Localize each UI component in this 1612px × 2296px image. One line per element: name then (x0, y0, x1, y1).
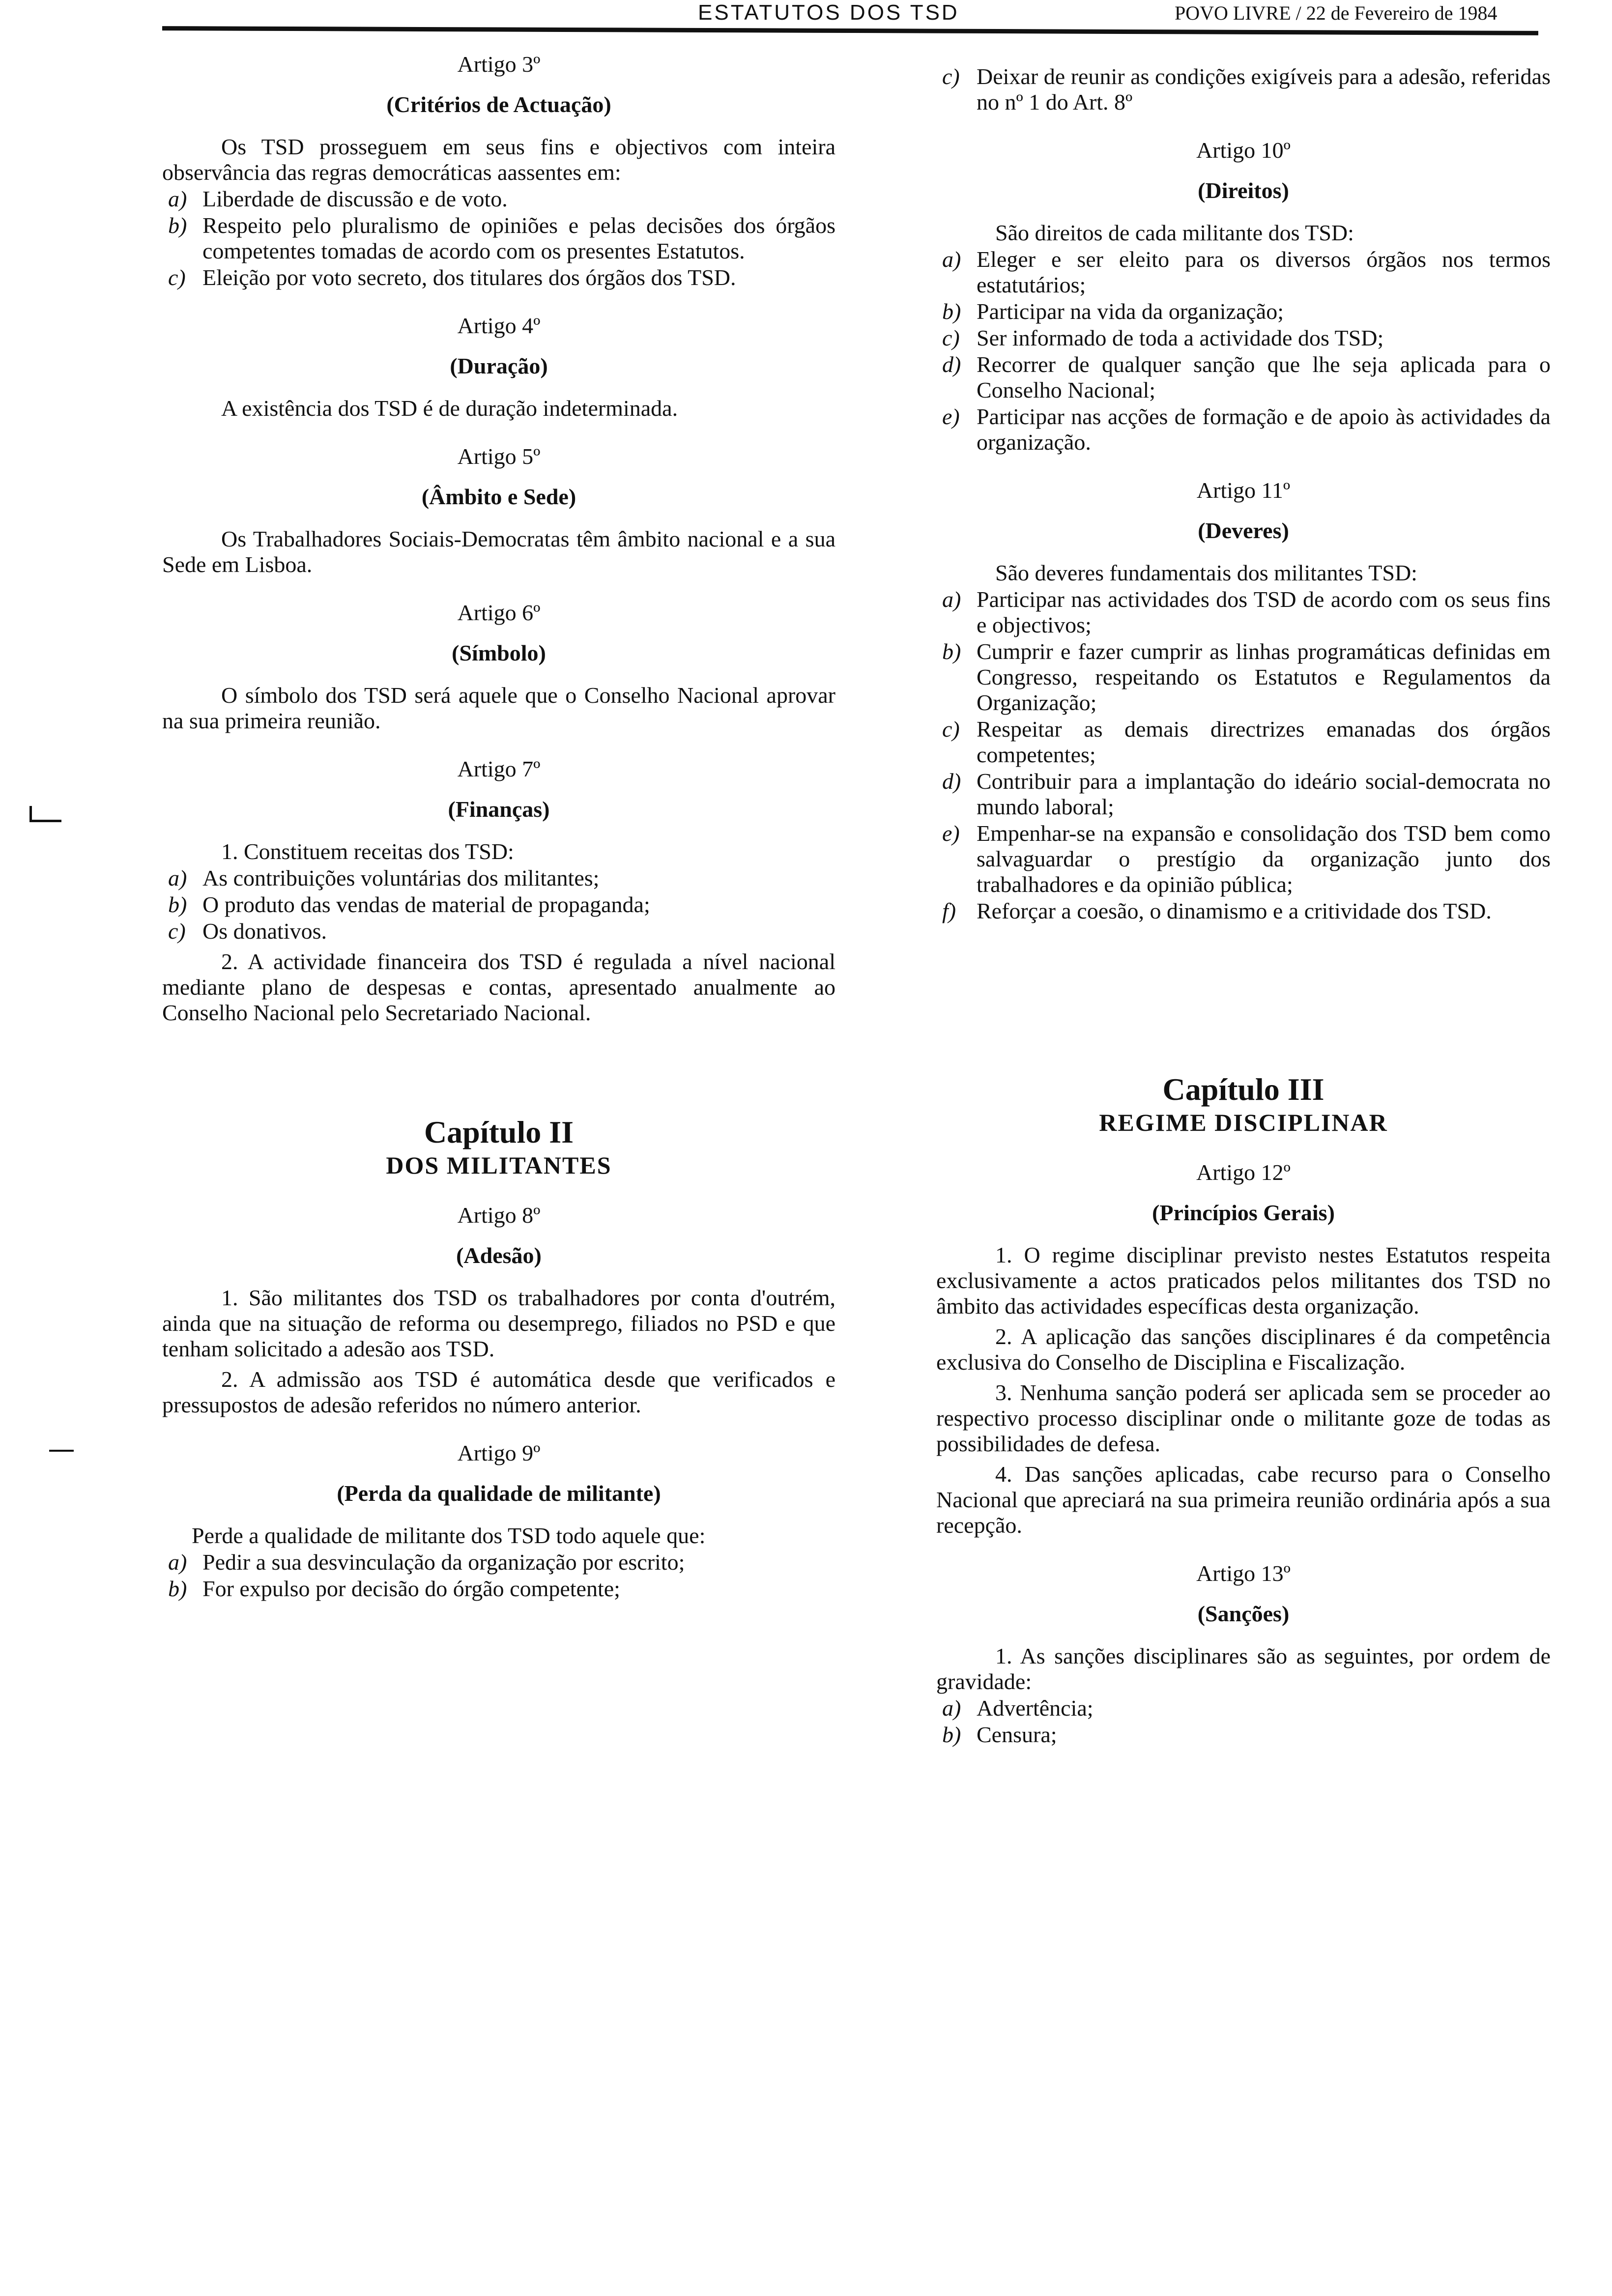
list-item (162, 186, 835, 212)
list-item (162, 892, 835, 918)
list-item-label: c) (168, 918, 186, 944)
list-item (936, 325, 1551, 351)
list-item-label: d) (942, 352, 961, 377)
article-number: Artigo 11º (1196, 478, 1291, 503)
list-item-text: Pedir a sua desvinculação da organização por escrito; (202, 1550, 685, 1575)
paragraph: A existência dos TSD é de duração indeterminada. (221, 396, 678, 421)
list-item-text: Recorrer de qualquer sanção que lhe seja aplicada para o Conselho Nacional; (977, 352, 1551, 402)
list-item-text: Eleição por voto secreto, dos titulares dos órgãos dos TSD. (202, 265, 736, 290)
paragraph: 1. As sanções disciplinares são as seguintes, por ordem de gravidade: (936, 1643, 1551, 1694)
list-item-text: Respeito pelo pluralismo de opiniões e pelas decisões dos órgãos competentes tomadas de acordo com os presentes Estatutos. (202, 213, 835, 263)
list-item-label: b) (942, 639, 961, 664)
chapter-heading (162, 1114, 835, 1180)
article-heading: (Princípios Gerais) (1152, 1200, 1335, 1225)
list-item-text: Participar nas acções de formação e de apoio às actividades da organização. (977, 404, 1551, 455)
list-item (936, 1722, 1551, 1748)
list-item-text: Ser informado de toda a actividade dos TSD; (977, 325, 1384, 350)
list-item-text: Contribuir para a implantação do ideário social-democrata no mundo laboral; (977, 769, 1551, 819)
article-number: Artigo 4º (457, 313, 541, 338)
article-heading: (Duração) (450, 353, 548, 378)
list-item-label: f) (942, 898, 956, 923)
article-heading: (Sanções) (1197, 1601, 1290, 1626)
list-item-label: a) (168, 1550, 187, 1575)
list-item (162, 213, 835, 264)
article-heading: (Finanças) (448, 797, 550, 822)
article-heading: (Direitos) (1198, 178, 1289, 203)
right-column (936, 63, 1551, 1748)
list-item-text: Empenhar-se na expansão e consolidação dos TSD bem como salvaguardar o prestígio da organização junto dos trabalhadores e da opinião pública; (977, 821, 1551, 897)
article-heading: (Adesão) (456, 1243, 542, 1268)
article-heading: (Critérios de Actuação) (386, 92, 611, 117)
list-item-label: b) (168, 213, 187, 238)
list-item-label: a) (168, 186, 187, 211)
list-item-label: b) (168, 1576, 187, 1601)
paragraph: 1. São militantes dos TSD os trabalhadores por conta d'outrém, ainda que na situação de reforma ou desemprego, filiados no PSD e que tenham solicitado a adesão aos TSD. (162, 1285, 835, 1361)
list-item-label: b) (942, 299, 961, 324)
list-item-text: Cumprir e fazer cumprir as linhas programáticas definidas em Congresso, respeitando os Estatutos e Regulamentos da Organização; (977, 639, 1551, 715)
paragraph: 2. A admissão aos TSD é automática desde que verificados e pressupostos de adesão referidos no número anterior. (162, 1367, 835, 1417)
header-rule (162, 26, 1538, 35)
list-item (936, 299, 1551, 324)
list-item-text: Censura; (977, 1722, 1057, 1747)
article-heading: (Símbolo) (452, 640, 546, 665)
list-item-text: Respeitar as demais directrizes emanadas dos órgãos competentes; (977, 717, 1551, 767)
left-column (162, 52, 835, 1602)
paragraph: 4. Das sanções aplicadas, cabe recurso para o Conselho Nacional que apreciará na sua primeira reunião ordinária após a sua recepção. (936, 1462, 1551, 1538)
list-item (936, 898, 1551, 924)
article-number: Artigo 13º (1196, 1561, 1291, 1586)
list-item-text: For expulso por decisão do órgão competente; (202, 1576, 620, 1601)
list-item (936, 587, 1551, 638)
article-number: Artigo 8º (457, 1203, 541, 1228)
list-item-text: Reforçar a coesão, o dinamismo e a critividade dos TSD. (977, 898, 1492, 923)
article-number: Artigo 6º (457, 600, 541, 625)
list-item-text: Participar na vida da organização; (977, 299, 1284, 324)
list-item-text: Liberdade de discussão e de voto. (202, 186, 508, 211)
list-item (162, 1550, 835, 1575)
list-item-label: c) (942, 717, 960, 742)
article-number: Artigo 9º (457, 1440, 541, 1465)
running-title: ESTATUTOS DOS TSD (698, 0, 959, 25)
article-heading: (Perda da qualidade de militante) (337, 1481, 661, 1506)
list-item (162, 918, 835, 944)
list-item (936, 769, 1551, 820)
list-item-label: c) (942, 64, 960, 89)
list-item (162, 865, 835, 891)
paragraph: 1. Constituem receitas dos TSD: (221, 839, 514, 864)
list-item (162, 265, 835, 290)
list-item-label: c) (942, 325, 960, 350)
list-item (162, 1576, 835, 1602)
list-item-label: c) (168, 265, 186, 290)
list-item-label: a) (168, 865, 187, 890)
list-item (936, 352, 1551, 403)
list-item-text: Deixar de reunir as condições exigíveis para a adesão, referidas no nº 1 do Art. 8º (977, 64, 1551, 115)
list-item-text: Participar nas actividades dos TSD de acordo com os seus fins e objectivos; (977, 587, 1551, 637)
list-item-label: a) (942, 587, 961, 612)
chapter-heading (936, 1071, 1551, 1137)
article-number: Artigo 5º (457, 444, 541, 469)
list-item-label: e) (942, 821, 960, 846)
chapter-title: Capítulo III (1162, 1072, 1324, 1107)
list-item (936, 247, 1551, 298)
scan-mark (29, 806, 61, 822)
scan-mark (49, 1450, 74, 1452)
paragraph: 1. O regime disciplinar previsto nestes Estatutos respeita exclusivamente a actos praticados pelos militantes dos TSD no âmbito das actividades específicas desta organização. (936, 1242, 1551, 1319)
list-item-label: b) (942, 1722, 961, 1747)
list-item (936, 717, 1551, 768)
chapter-title: Capítulo II (424, 1115, 574, 1149)
paragraph: Perde a qualidade de militante dos TSD todo aquele que: (192, 1523, 706, 1548)
list-item (936, 64, 1551, 115)
article-number: Artigo 7º (457, 756, 541, 781)
paragraph: Os Trabalhadores Sociais-Democratas têm âmbito nacional e a sua Sede em Lisboa. (162, 526, 835, 577)
list-item (936, 821, 1551, 897)
list-item-label: d) (942, 769, 961, 794)
article-heading: (Deveres) (1198, 518, 1289, 543)
chapter-subtitle: DOS MILITANTES (386, 1151, 612, 1179)
paragraph: São direitos de cada militante dos TSD: (995, 220, 1354, 245)
list-item-label: a) (942, 1695, 961, 1721)
paragraph: 2. A aplicação das sanções disciplinares é da competência exclusiva do Conselho de Disciplina e Fiscalização. (936, 1324, 1551, 1375)
list-item-text: As contribuições voluntárias dos militantes; (202, 865, 600, 890)
paragraph: Os TSD prosseguem em seus fins e objectivos com inteira observância das regras democráticas aassentes em: (162, 134, 835, 185)
list-item-label: e) (942, 404, 960, 429)
article-heading: (Âmbito e Sede) (421, 484, 576, 509)
list-item (936, 639, 1551, 716)
list-item-text: Advertência; (977, 1695, 1094, 1721)
publication-line: POVO LIVRE / 22 de Fevereiro de 1984 (1175, 2, 1497, 24)
list-item-text: Os donativos. (202, 918, 327, 944)
article-number: Artigo 10º (1196, 138, 1291, 163)
list-item-label: b) (168, 892, 187, 917)
chapter-subtitle: REGIME DISCIPLINAR (1099, 1109, 1388, 1136)
list-item-text: O produto das vendas de material de propaganda; (202, 892, 650, 917)
article-number: Artigo 12º (1196, 1160, 1291, 1185)
list-item (936, 1695, 1551, 1721)
paragraph: 3. Nenhuma sanção poderá ser aplicada sem se proceder ao respectivo processo disciplinar onde o militante goze de todas as possibilidades de defesa. (936, 1380, 1551, 1456)
paragraph: São deveres fundamentais dos militantes TSD: (995, 560, 1417, 585)
list-item-label: a) (942, 247, 961, 272)
paragraph: O símbolo dos TSD será aquele que o Conselho Nacional aprovar na sua primeira reunião. (162, 683, 835, 733)
list-item-text: Eleger e ser eleito para os diversos órgãos nos termos estatutários; (977, 247, 1551, 297)
list-item (936, 404, 1551, 455)
paragraph: 2. A actividade financeira dos TSD é regulada a nível nacional mediante plano de despesas e contas, apresentado anualmente ao Conselho Nacional pelo Secretariado Nacional. (162, 949, 835, 1025)
article-number: Artigo 3º (457, 52, 541, 77)
page-header (0, 0, 1612, 39)
